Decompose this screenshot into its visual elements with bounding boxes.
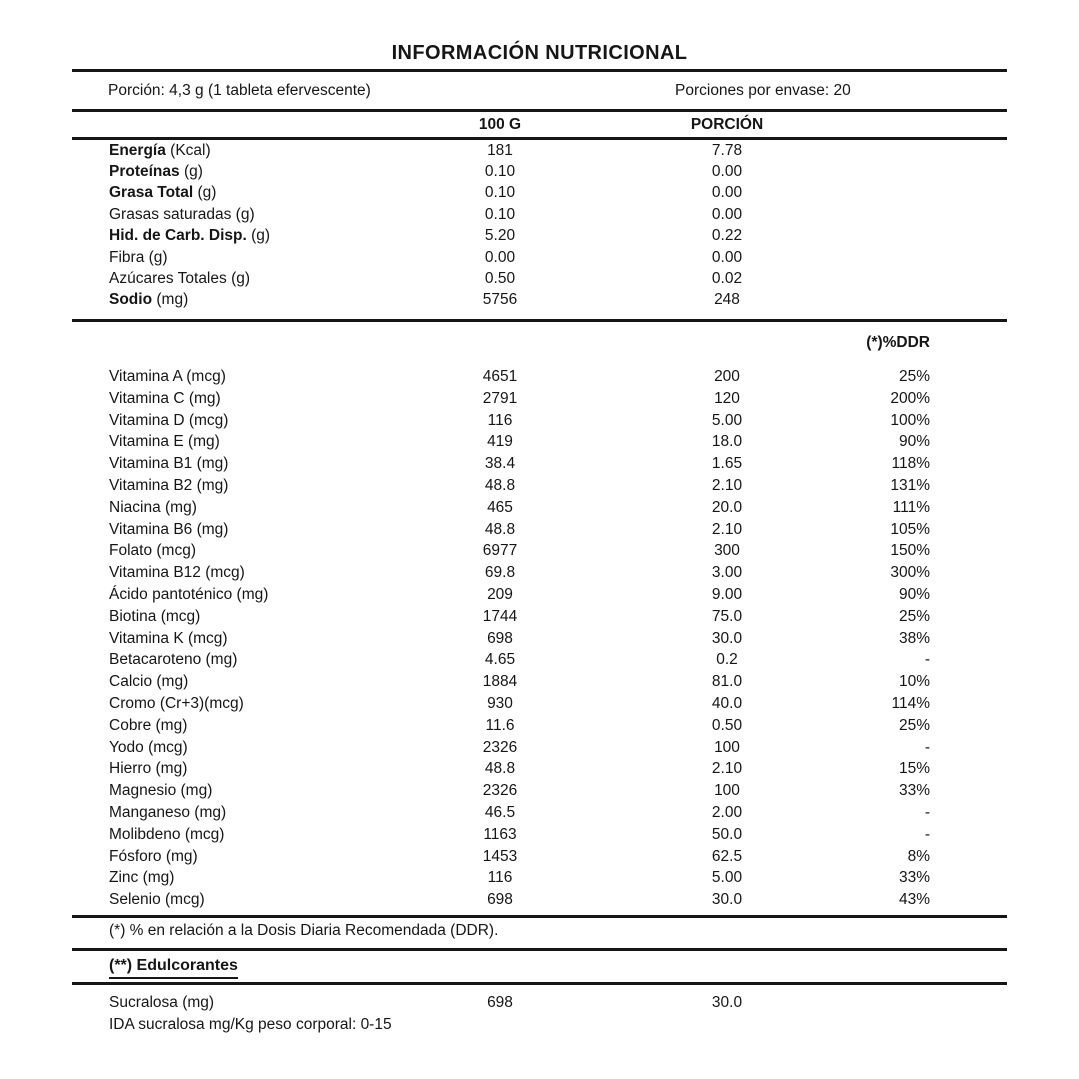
value-portion: 3.00 xyxy=(711,564,743,582)
value-portion: 0.00 xyxy=(711,248,743,266)
value-ddr: 111% xyxy=(892,498,930,516)
value-ddr: 43% xyxy=(898,891,930,909)
value-100g: 1453 xyxy=(482,847,518,865)
row-label: Vitamina D (mcg) xyxy=(109,411,229,429)
column-header-ddr: (*)%DDR xyxy=(866,334,930,352)
value-ddr: 131% xyxy=(890,477,930,494)
row-label: Vitamina B1 (mg) xyxy=(109,455,229,473)
divider xyxy=(72,319,1007,322)
divider xyxy=(72,948,1007,951)
row-label: Hid. de Carb. Disp. (g) xyxy=(109,227,271,245)
value-portion: 0.00 xyxy=(711,184,743,202)
table-row xyxy=(72,867,1007,889)
value-portion: 0.00 xyxy=(711,163,743,181)
value-100g: 116 xyxy=(487,869,513,887)
table-row xyxy=(72,268,1007,289)
value-portion: 62.5 xyxy=(711,847,743,865)
value-ddr: 90% xyxy=(898,433,930,451)
value-100g: 0.10 xyxy=(484,184,516,202)
value-100g: 1884 xyxy=(482,673,518,691)
table-row xyxy=(72,541,1007,563)
table-row xyxy=(72,889,1007,911)
value-100g: 4651 xyxy=(482,368,518,386)
value-ddr: - xyxy=(924,803,930,821)
table-row xyxy=(72,204,1007,225)
value-portion: 50.0 xyxy=(711,825,743,843)
value-portion: 0.22 xyxy=(711,227,743,245)
table-row xyxy=(72,475,1007,497)
table-row xyxy=(72,497,1007,519)
divider xyxy=(72,982,1007,985)
value-portion: 2.10 xyxy=(711,477,743,494)
value-100g: 2791 xyxy=(482,389,518,407)
value-portion: 7.78 xyxy=(711,141,743,159)
table-row xyxy=(72,606,1007,628)
value-portion: 0.2 xyxy=(716,651,738,669)
micronutrient-rows xyxy=(72,366,1007,911)
table-row xyxy=(72,161,1007,182)
page-title: INFORMACIÓN NUTRICIONAL xyxy=(391,42,688,64)
value-ddr: 38% xyxy=(898,629,930,647)
value-ddr: 10% xyxy=(898,673,930,691)
row-label: Vitamina B12 (mcg) xyxy=(109,564,245,582)
value-100g: 38.4 xyxy=(484,455,516,473)
value-ddr: 100% xyxy=(890,411,930,429)
value-ddr: 33% xyxy=(898,869,930,887)
row-label: Vitamina C (mg) xyxy=(109,389,221,407)
value-100g: 6977 xyxy=(482,542,518,560)
column-header-portion: PORCIÓN xyxy=(690,115,764,133)
value-ddr: 25% xyxy=(898,716,930,734)
value-portion: 75.0 xyxy=(711,607,743,625)
value-100g: 116 xyxy=(487,411,513,429)
value-ddr: 90% xyxy=(898,585,930,603)
value-100g: 1163 xyxy=(483,825,517,843)
value-portion: 30.0 xyxy=(711,891,743,909)
value-portion: 30.0 xyxy=(711,629,743,647)
table-row xyxy=(72,992,1007,1014)
row-label: Hierro (mg) xyxy=(109,760,188,778)
sweeteners-section xyxy=(72,957,1007,979)
value-ddr: 33% xyxy=(898,782,930,800)
value-portion: 40.0 xyxy=(711,694,743,712)
table-row xyxy=(72,366,1007,388)
value-100g: 209 xyxy=(487,585,513,603)
value-100g: 11.6 xyxy=(485,716,515,734)
row-label: Zinc (mg) xyxy=(109,869,175,887)
row-label: Vitamina K (mcg) xyxy=(109,629,228,647)
value-100g: 2326 xyxy=(482,738,518,756)
value-100g: 181 xyxy=(487,141,513,159)
value-100g: 46.5 xyxy=(484,803,516,821)
value-100g: 0.10 xyxy=(484,205,516,223)
value-portion: 0.00 xyxy=(711,205,743,223)
table-row xyxy=(72,183,1007,204)
table-row xyxy=(72,649,1007,671)
row-label: Ácido pantoténico (mg) xyxy=(109,585,269,603)
value-portion: 30.0 xyxy=(711,994,743,1012)
table-row xyxy=(72,140,1007,161)
row-label: Proteínas (g) xyxy=(109,163,203,181)
value-portion: 9.00 xyxy=(711,585,743,603)
value-100g: 69.8 xyxy=(484,564,516,582)
value-100g: 698 xyxy=(487,994,513,1012)
row-label: Vitamina B2 (mg) xyxy=(109,477,229,494)
table-row xyxy=(72,780,1007,802)
value-100g: 419 xyxy=(487,433,513,451)
serving-info xyxy=(72,72,1007,109)
value-portion: 20.0 xyxy=(711,498,743,516)
value-100g: 930 xyxy=(487,694,513,712)
ddr-header-row xyxy=(72,332,1007,354)
table-row xyxy=(72,432,1007,454)
row-label: Manganeso (mg) xyxy=(109,803,227,821)
value-100g: 698 xyxy=(487,629,513,647)
value-ddr: 15% xyxy=(898,760,930,778)
table-row xyxy=(72,562,1007,584)
value-portion: 100 xyxy=(714,782,740,800)
value-100g: 5.20 xyxy=(484,227,516,245)
value-portion: 120 xyxy=(714,389,740,407)
row-label: Biotina (mcg) xyxy=(109,607,201,625)
row-label: Folato (mcg) xyxy=(109,542,196,560)
value-100g: 0.50 xyxy=(484,270,516,288)
sweeteners-heading: (**) Edulcorantes xyxy=(109,957,238,979)
value-portion: 2.00 xyxy=(711,803,743,821)
row-label: Yodo (mcg) xyxy=(109,738,188,756)
value-portion: 2.10 xyxy=(711,760,743,778)
table-row xyxy=(72,671,1007,693)
table-row xyxy=(72,628,1007,650)
macronutrient-rows xyxy=(72,140,1007,319)
row-label: Energía (Kcal) xyxy=(109,141,211,159)
value-ddr: 105% xyxy=(890,520,930,538)
serving-size: Porción: 4,3 g (1 tableta efervescente) xyxy=(108,81,371,99)
value-portion: 1.65 xyxy=(711,455,743,473)
row-label: Vitamina E (mg) xyxy=(109,433,220,451)
label-sheet xyxy=(72,0,1007,1036)
row-label: Selenio (mcg) xyxy=(109,891,205,909)
row-label: Calcio (mg) xyxy=(109,673,189,691)
row-label: Vitamina A (mcg) xyxy=(109,368,226,386)
table-row xyxy=(72,388,1007,410)
sweetener-rows xyxy=(72,992,1007,1014)
row-label: Betacaroteno (mg) xyxy=(109,651,238,669)
value-100g: 465 xyxy=(487,498,513,516)
value-portion: 0.02 xyxy=(711,270,743,288)
table-row xyxy=(72,846,1007,868)
value-ddr: - xyxy=(924,825,930,843)
row-label: Azúcares Totales (g) xyxy=(109,270,251,288)
row-label: Vitamina B6 (mg) xyxy=(109,520,229,538)
footnote-ddr: (*) % en relación a la Dosis Diaria Recomendada (DDR). xyxy=(109,922,499,940)
column-header-row xyxy=(72,112,1007,137)
table-row xyxy=(72,824,1007,846)
table-row xyxy=(72,247,1007,268)
value-ddr: 200% xyxy=(890,389,930,407)
row-label: Sodio (mg) xyxy=(109,291,189,309)
value-ddr: 118% xyxy=(891,455,930,473)
table-row xyxy=(72,410,1007,432)
table-row xyxy=(72,453,1007,475)
table-row xyxy=(72,693,1007,715)
value-ddr: 300% xyxy=(890,564,930,582)
value-100g: 48.8 xyxy=(484,760,516,778)
row-label: Grasa Total (g) xyxy=(109,184,217,202)
row-label: Niacina (mg) xyxy=(109,498,197,516)
value-ddr: 114% xyxy=(891,694,930,712)
column-header-100g: 100 G xyxy=(478,115,522,133)
value-100g: 48.8 xyxy=(484,520,516,538)
value-portion: 0.50 xyxy=(711,716,743,734)
value-portion: 100 xyxy=(714,738,740,756)
row-label: Grasas saturadas (g) xyxy=(109,205,255,223)
row-label: Fósforo (mg) xyxy=(109,847,198,865)
value-ddr: - xyxy=(924,651,930,669)
value-ddr: 25% xyxy=(898,368,930,386)
value-ddr: 150% xyxy=(890,542,930,560)
table-row xyxy=(72,802,1007,824)
value-portion: 248 xyxy=(714,291,740,309)
row-label: Sucralosa (mg) xyxy=(109,994,215,1012)
table-row xyxy=(72,737,1007,759)
table-row xyxy=(72,290,1007,311)
table-row xyxy=(72,226,1007,247)
row-label: Magnesio (mg) xyxy=(109,782,213,800)
value-portion: 81.0 xyxy=(711,673,743,691)
value-ddr: - xyxy=(924,738,930,756)
value-portion: 2.10 xyxy=(711,520,743,538)
value-100g: 698 xyxy=(487,891,513,909)
value-100g: 48.8 xyxy=(484,477,516,494)
value-ddr: 25% xyxy=(898,607,930,625)
servings-per-container: Porciones por envase: 20 xyxy=(675,81,851,99)
value-portion: 200 xyxy=(714,368,740,386)
table-row xyxy=(72,519,1007,541)
table-row xyxy=(72,715,1007,737)
value-100g: 2326 xyxy=(482,782,518,800)
row-label: Molibdeno (mcg) xyxy=(109,825,225,843)
sweeteners-note: IDA sucralosa mg/Kg peso corporal: 0-15 xyxy=(109,1016,392,1034)
value-100g: 0.10 xyxy=(484,163,516,181)
value-portion: 5.00 xyxy=(711,869,743,887)
value-100g: 5756 xyxy=(482,291,518,309)
value-portion: 18.0 xyxy=(711,433,743,451)
value-100g: 4.65 xyxy=(484,651,516,669)
value-portion: 300 xyxy=(714,542,740,560)
value-100g: 1744 xyxy=(482,607,518,625)
row-label: Fibra (g) xyxy=(109,248,168,266)
value-100g: 0.00 xyxy=(484,248,516,266)
row-label: Cromo (Cr+3)(mcg) xyxy=(109,694,244,712)
row-label: Cobre (mg) xyxy=(109,716,188,734)
value-ddr: 8% xyxy=(907,847,930,865)
table-row xyxy=(72,584,1007,606)
value-portion: 5.00 xyxy=(711,411,743,429)
table-row xyxy=(72,758,1007,780)
